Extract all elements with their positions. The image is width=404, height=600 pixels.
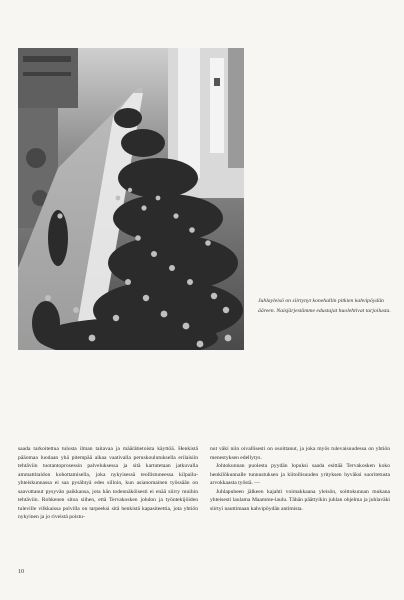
left-paragraph-1: saada tarkoitettua tulosta ilman taitavaa ja määrätietoista käyttöä. Henkistä pääomaa luodaan yhä pitempää aikaa vaativalla peruskoulutuksella erilaisiin tehtäviin tuotantoprosessin palveluksessa ja sitä kartutetaan jatkuvalla ammattitaidon kohottamisella, joka nykyisessä teollistuneessa kilpailu-yhteiskunnassa ei saa pysähtyä edes silloin, kun asianomainen työssään on saavuttanut pysyvän paikkansa, jota hän todennäköisesti ei enää siirry muihin tehtäviin. Rohkenen sitoa siihen, että Tervakosken johdon ja työntekijöiden tuleville vilkkaissa polvilla on tarpeeksi sitä henkistä kapasiteettia, jota yhtiön nykyinen ja jo riveistä poistu- — [18, 446, 198, 520]
caption-text: Juhlayleisö on siirtynyt konehallin pitkien kahvipöydän ääreen. Naisjärjestämme edustajat huolehtivat tarjoilusta. — [258, 298, 391, 314]
event-photo — [18, 48, 244, 350]
right-paragraph-2: Johtokunnan puolesta pyydän lopuksi saada esittää Tervakosken koko henkilökunnalle tunnustuksen ja kiitollisuuden yrityksen hyväksi suoritetusta arvokkaasta työstä. — — [210, 463, 390, 486]
photo-caption — [258, 297, 394, 316]
event-photo-graphic — [18, 48, 244, 350]
left-column — [18, 445, 198, 522]
right-column — [210, 445, 390, 513]
article-body — [18, 445, 390, 565]
right-paragraph-1: nut väki niin oivallisesti on osoittanut, ja joka myös tulevaisuudessa on yhtiön menestyksen edellytys. — [210, 446, 390, 461]
right-paragraph-3: Juhlapuheen jälkeen kajahti voimakkaana yleisön, soittokunnan mukana yhteisesti laulama Maamme-laulu. Tähän päättyikin juhlan ohjelma ja juhlaväki siirtyi nauttimaan kahvipöydän antimista. — [210, 488, 390, 512]
page-number: 10 — [18, 569, 24, 575]
